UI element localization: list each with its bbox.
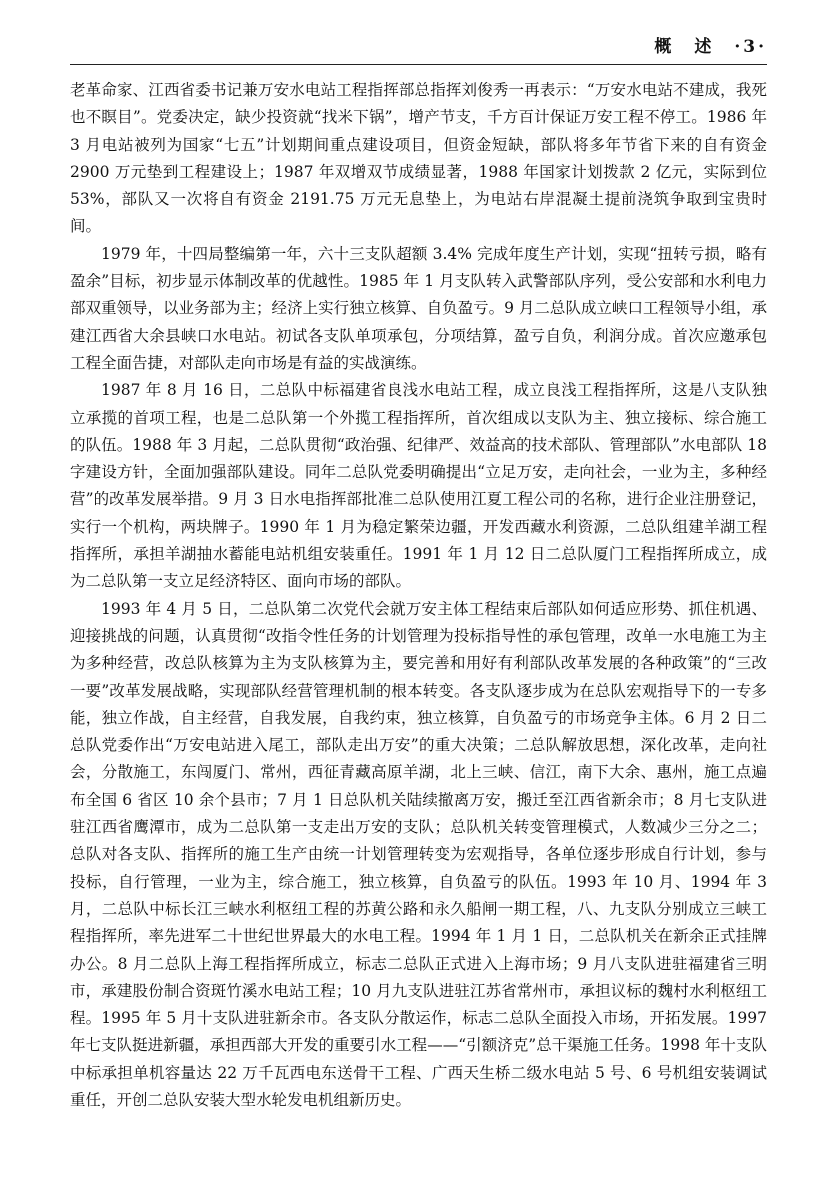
paragraph: 1993 年 4 月 5 日，二总队第二次党代会就万安主体工程结束后部队如何适应形势、抓住机遇、迎接挑战的问题，认真贯彻“改指令性任务的计划管理为投标指导性的承包管理，改单一水电施工为主为多种经营，改总队核算为主为支队核算为主，要完善和用好有利部队改革发展的各种政策”的“三改一要”改革发展战略，实现部队经营管理机制的根本转变。各支队逐步成为在总队宏观指导下的一专多能，独立作战，自主经营，自我发展，自我约束，独立核算，自负盈亏的市场竞争主体。6 月 2 日二总队党委作出“万安电站进入尾工，部队走出万安”的重大决策；二总队解放思想，深化改革，走向社会，分散施工，东闯厦门、常州，西征青藏高原羊湖，北上三峡、信江，南下大余、惠州，施工点遍布全国 6 省区 10 余个县市；7 月 1 日总队机关陆续撤离万安，搬迁至江西省新余市；8 月七支队进驻江西省鹰潭市，成为二总队第一支走出万安的支队；总队机关转变管理模式，人数减少三分之二；总队对各支队、指挥所的施工生产由统一计划管理转变为宏观指导，各单位逐步形成自行计划，参与投标，自行管理，一业为主，综合施工，独立核算，自负盈亏的队伍。1993 年 10 月、1994 年 3 月，二总队中标长江三峡水利枢纽工程的苏黄公路和永久船闸一期工程，八、九支队分别成立三峡工程指挥所，率先进军二十世纪世界最大的水电工程。1994 年 1 月 1 日，二总队机关在新余正式挂牌办公。8 月二总队上海工程指挥所成立，标志二总队正式进入上海市场；9 月八支队进驻福建省三明市，承建股份制合资斑竹溪水电站工程；10 月九支队进驻江苏省常州市，承担议标的魏村水利枢纽工程。1995 年 5 月十支队进驻新余市。各支队分散运作，标志二总队全面投入市场，开拓发展。1997 年七支队挺进新疆，承担西部大开发的重要引水工程——“引额济克”总干渠施工任务。1998 年十支队中标承担单机容量达 22 万千瓦西电东送骨干工程、广西天生桥二级水电站 5 号、6 号机组安装调试重任，开创二总队安装大型水轮发电机组新历史。	[70, 599, 767, 1109]
page-header	[70, 30, 767, 58]
running-title: 概 述 ·3·	[654, 36, 767, 57]
paragraph: 老革命家、江西省委书记兼万安水电站工程指挥部总指挥刘俊秀一再表示：“万安水电站不建成，我死也不瞑目”。党委决定，缺少投资就“找米下锅”，增产节支，千方百计保证万安工程不停工。1986 年 3 月电站被列为国家“七五”计划期间重点建设项目，但资金短缺，部队将多年节省下来的自有资金 2900 万元垫到工程建设上；1987 年双增双节成绩显著，1988 年国家计划拨款 2 亿元，实际到位 53%，部队又一次将自有资金 2191.75 万元无息垫上，为电站右岸混凝土提前浇筑争取到宝贵时间。	[70, 81, 767, 236]
paragraph: 1987 年 8 月 16 日，二总队中标福建省良浅水电站工程，成立良浅工程指挥所，这是八支队独立承揽的首项工程，也是二总队第一个外揽工程指挥所，首次组成以支队为主、独立接标、综合施工的队伍。1988 年 3 月起，二总队贯彻“政治强、纪律严、效益高的技术部队、管理部队”水电部队 18 字建设方针，全面加强部队建设。同年二总队党委明确提出“立足万安，走向社会，一业为主，多种经营”的改革发展举措。9 月 3 日水电指挥部批准二总队使用江夏工程公司的名称，进行企业注册登记，实行一个机构，两块牌子。1990 年 1 月为稳定繁荣边疆，开发西藏水利资源，二总队组建羊湖工程指挥所，承担羊湖抽水蓄能电站机组安装重任。1991 年 1 月 12 日二总队厦门工程指挥所成立，成为二总队第一支立足经济特区、面向市场的部队。	[70, 381, 767, 591]
header-divider	[70, 64, 767, 65]
paragraph: 1979 年，十四局整编第一年，六十三支队超额 3.4% 完成年度生产计划，实现“扭转亏损，略有盈余”目标，初步显示体制改革的优越性。1985 年 1 月支队转入武警部队序列，受公安部和水利电力部双重领导，以业务部为主；经济上实行独立核算、自负盈亏。9 月二总队成立峡口工程领导小组，承建江西省大余县峡口水电站。初试各支队单项承包，分项结算，盈亏自负，利润分成。首次应邀承包工程全面告捷，对部队走向市场是有益的实战演练。	[70, 244, 767, 372]
body-text	[70, 77, 767, 1114]
